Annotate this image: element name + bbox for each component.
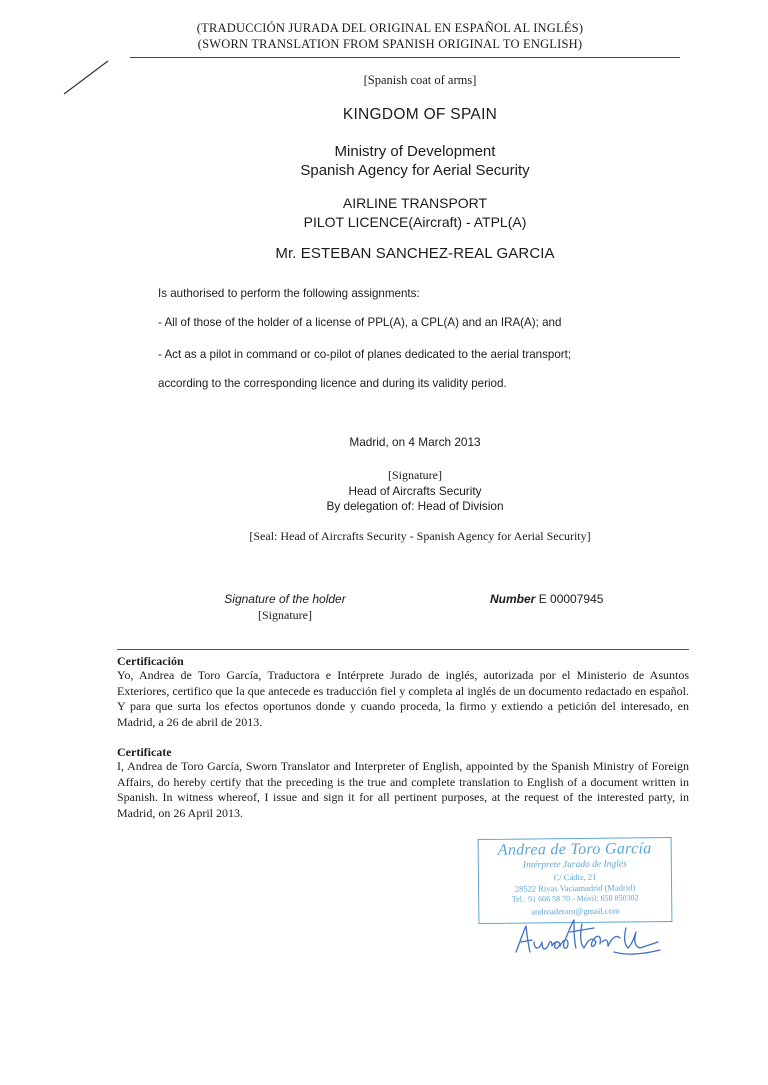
seal-note: [Seal: Head of Aircrafts Security - Spanish Agency for Aerial Security] (249, 529, 591, 543)
signatory-delegation: By delegation of: Head of Division (326, 499, 504, 513)
stamp-phones: Tel.: 91 666 58 70 - Móvil: 650 850302 (511, 893, 639, 904)
issuing-authority (230, 142, 600, 180)
stamp-city: 28522 Rivas Vaciamadrid (Madrid) (514, 882, 636, 894)
translation-header-english: (SWORN TRANSLATION FROM SPANISH ORIGINAL TO ENGLISH) (197, 37, 583, 51)
licence-type (230, 194, 600, 232)
margin-pen-mark (62, 58, 112, 98)
ministry-name: Ministry of Development (334, 143, 496, 160)
certification-text-english: I, Andrea de Toro García, Sworn Translator and Interpreter of English, appointed by the Spanish Ministry of Foreign Affairs, do hereby certify that the preceding is the true and complete translation to English of a document written in Spanish. In witness whereof, I issue and sign it for all pertinent purposes, at the request of the interested party, in Madrid, on 26 April 2013. (117, 759, 689, 820)
country-title: KINGDOM OF SPAIN (342, 106, 498, 123)
translation-header-spanish: (TRADUCCIÓN JURADA DEL ORIGINAL EN ESPAÑOL AL INGLÉS) (196, 21, 584, 35)
certification-heading-spanish: Certificación (117, 654, 184, 668)
stamp-translator-title: Intérprete Jurado de Inglés (522, 859, 627, 871)
licence-number-value: E 00007945 (538, 592, 604, 606)
certification-heading-english: Certificate (117, 745, 172, 759)
assignment-item: - All of those of the holder of a license of PPL(A), a CPL(A) and an IRA(A); and (158, 316, 562, 329)
holder-signature-note: [Signature] (258, 608, 312, 622)
certification-divider (117, 649, 689, 650)
assignment-item: according to the corresponding licence and during its validity period. (158, 377, 507, 390)
certification-text-spanish: Yo, Andrea de Toro García, Traductora e Intérprete Jurado de inglés, autorizada por el Ministerio de Asuntos Exteriores, certifico que la que antecede es traducción fiel y completa al inglés de un documento redactado en español. Y para que surta los efectos oportunos donde y cuando proceda, la firmo y extiendo a petición del interesado, en Madrid, a 26 de abril de 2013. (117, 668, 689, 729)
stamp-street: C/ Cádiz, 21 (553, 871, 597, 883)
translator-stamp (478, 837, 673, 924)
signatory-role: Head of Aircrafts Security (348, 484, 482, 498)
stamp-translator-name: Andrea de Toro García (497, 840, 652, 859)
signature-note: [Signature] (388, 468, 442, 482)
agency-name: Spanish Agency for Aerial Security (300, 162, 530, 179)
holder-signature-label: Signature of the holder (224, 592, 346, 606)
licence-type-line1: AIRLINE TRANSPORT (342, 195, 488, 211)
place-and-date: Madrid, on 4 March 2013 (349, 435, 481, 449)
holder-name: Mr. ESTEBAN SANCHEZ-REAL GARCIA (275, 245, 555, 262)
authorisation-intro: Is authorised to perform the following assignments: (158, 287, 420, 300)
stamp-email: andreadetoro@gmail.com (531, 905, 620, 917)
assignment-item: - Act as a pilot in command or co-pilot of planes dedicated to the aerial transport; (158, 348, 572, 361)
coat-of-arms-note: [Spanish coat of arms] (363, 73, 477, 87)
licence-number-label: Number (490, 592, 536, 606)
licence-type-line2: PILOT LICENCE(Aircraft) - ATPL(A) (303, 214, 527, 230)
translator-signature (508, 912, 668, 962)
header-divider (130, 57, 680, 58)
licence-number (490, 592, 603, 606)
